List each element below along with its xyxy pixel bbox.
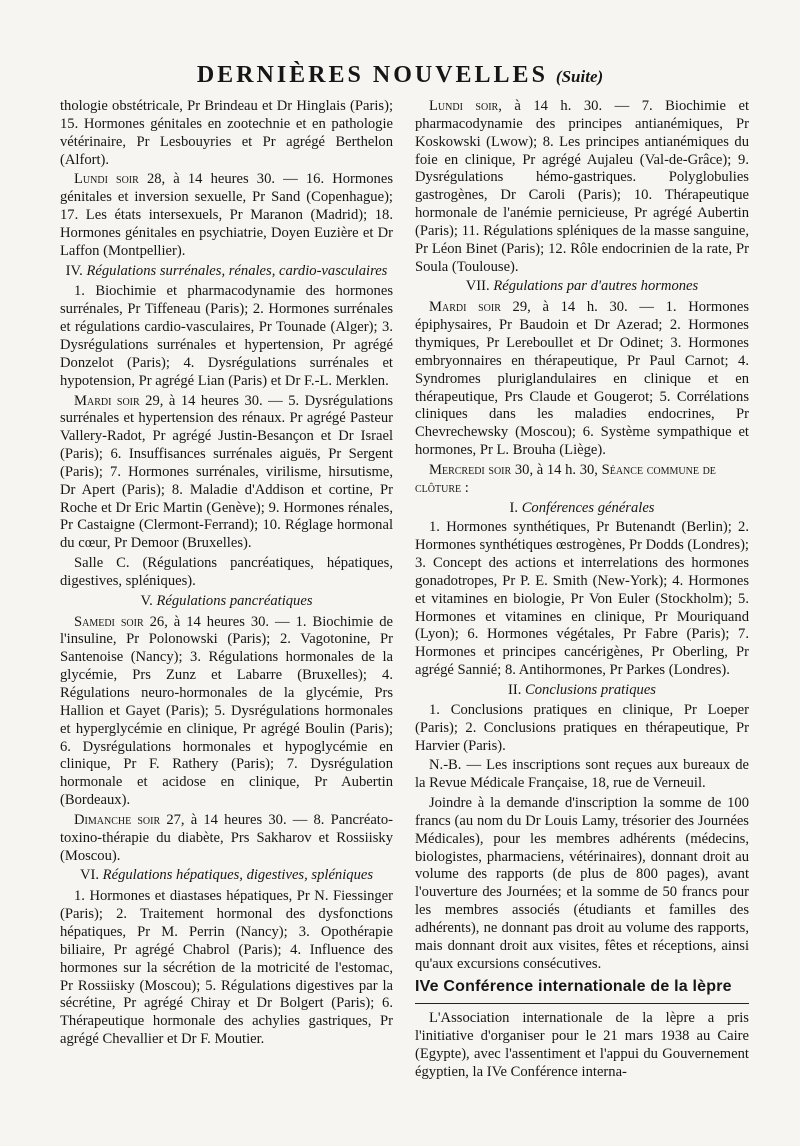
heading-number: IV.: [65, 262, 83, 279]
paragraph-text: , à 14 h. 30. — 7. Biochimie et pharmacodynamie des principes antianémiques, Pr Koskowski (Lwow); 8. Les principes antianémiques du foie en clinique, Pr agrégé Aujaleu (Val-de-Grâce); 9. Dysrégulations hémo-gastriques. Polyglobulies gastrogènes, Dr Caroli (Paris); 10. Thérapeutique hormonale de l'anémie pernicieuse, Pr agrégé Aubertin (Paris); 11. Régulations spléniques de la masse sanguine, Pr Léon Binet (Paris); 12. Rôle endocrinien de la rate, Pr Soula (Toulouse).: [415, 98, 749, 275]
paragraph: [60, 614, 393, 810]
paragraph: 1. Biochimie et pharmacodynamie des hormones surrénales, Pr Tiffeneau (Paris); 2. Hormones surrénales et régulations cardio-vasculaires, Pr Tounade (Alger); 3. Dysrégulations surrénales et hypertension, Pr agrégé Donzelot (Paris); 4. Dysrégulations surrénales et hypotension, Pr agrégé Lian (Paris) et Dr F.-L. Merklen.: [60, 283, 393, 389]
lead-in: Samedi soir: [74, 613, 144, 630]
paragraph: thologie obstétricale, Pr Brindeau et Dr Hinglais (Paris); 15. Hormones génitales en zootechnie et en pathologie vétérinaire, Pr Lesbouyries et Pr agrégé Berthelon (Alfort).: [60, 98, 393, 168]
paragraph-text: 26, à 14 heures 30. — 1. Biochimie de l'insuline, Pr Polonowski (Paris); 2. Vagotonine, Pr Santenoise (Nancy); 3. Régulations hormonales de la glycémie, Prs Zunz et Labarre (Bruxelles); 4. Régulations neuro-hormonales de la glycémie, Prs Hallion et Gayet (Paris); 5. Dysrégulations hormonales et hyperglycémie en clinique, Pr agrégé Boulin (Paris); 6. Dysrégulations hormonales et hypoglycémie en clinique, Pr F. Rathery (Paris); 7. Dysrégulation hormonale et acidose en clinique, Pr Aubertin (Bordeaux).: [60, 613, 394, 809]
section-heading: [415, 278, 749, 296]
paragraph: 1. Hormones et diastases hépatiques, Pr N. Fiessinger (Paris); 2. Traitement hormonal des dysfonctions hépatiques, Pr M. Perrin (Nancy); 3. Opothérapie biliaire, Pr agrégé Chabrol (Paris); 4. Influence des hormones sur la sécrétion de la motricité de l'estomac, Pr Rossiisky (Moscou); 5. Régulations digestives par la sécrétine, Pr agrégé Chiray et Dr Bolgert (Paris); 6. Thérapeutique hormonale des achylies gastriques, Pr agrégé Chevallier et Dr F. Moutier.: [60, 888, 393, 1048]
heading-text: Régulations pancréatiques: [156, 592, 313, 609]
heading-text: Régulations surrénales, rénales, cardio-vasculaires: [86, 262, 388, 279]
heading-text: Conclusions pratiques: [525, 682, 656, 698]
page-title-suite: (Suite): [555, 67, 604, 86]
section-heading: [415, 500, 749, 518]
heading-text: Conférences générales: [521, 499, 655, 516]
section-heading: [60, 593, 393, 611]
lead-in: Dimanche soir: [74, 811, 161, 828]
heading-text: Régulations par d'autres hormones: [493, 278, 699, 295]
paragraph: [60, 393, 393, 554]
heading-number: I.: [509, 499, 519, 516]
left-column: [60, 98, 393, 1051]
lead-in: Mardi soir: [74, 392, 140, 409]
divider: [415, 1003, 749, 1004]
lead-in: Lundi soir: [74, 171, 139, 188]
paragraph-text: 27, à 14 heures 30. — 8. Pancréato-toxino-thérapie du diabète, Prs Sakharov et Rossiisky (Moscou).: [60, 811, 394, 864]
paragraph: [415, 462, 749, 498]
paragraph: L'Association internationale de la lèpre a pris l'initiative d'organiser pour le 21 mars 1938 au Caire (Egypte), avec l'assentiment et l'appui du Gouvernement égyptien, la IVe Conférence interna-: [415, 1010, 749, 1080]
paragraph: N.-B. — Les inscriptions sont reçues aux bureaux de la Revue Médicale Française, 18, rue de Verneuil.: [415, 757, 749, 792]
paragraph: 1. Conclusions pratiques en clinique, Pr Loeper (Paris); 2. Conclusions pratiques en thérapeutique, Pr Harvier (Paris).: [415, 701, 749, 754]
section-heading: [415, 682, 749, 700]
heading-text: Régulations hépatiques, digestives, spléniques: [102, 867, 374, 884]
section-heading: [60, 263, 393, 281]
paragraph: [415, 98, 749, 276]
lead-in: Mercredi soir: [429, 461, 512, 478]
lead-in: Lundi soir: [429, 98, 499, 114]
paragraph-text: 29, à 14 h. 30. — 1. Hormones épiphysaires, Pr Baudoin et Dr Azerad; 2. Hormones thymiques, Pr Lereboullet et Dr Odinet; 3. Hormones embryonnaires en thérapeutique, Pr Paul Carnot; 4. Syndromes pluriglandulaires en clinique et en thérapeutique, Prs Claude et Gougerot; 5. Corrélations cliniques dans les maladies endocrines, Pr Chevrechewsky (Moscou); 6. Système sympathique et hormones, Pr L. Brouha (Liège).: [415, 299, 749, 459]
heading-number: VII.: [465, 278, 490, 295]
paragraph: [415, 299, 749, 460]
page-header: [0, 62, 800, 89]
paragraph: [60, 812, 393, 866]
section-heading: [60, 867, 393, 885]
page-title: DERNIÈRES NOUVELLES: [196, 62, 548, 88]
heading-number: VI.: [79, 867, 100, 884]
heading-number: V.: [140, 592, 153, 609]
paragraph: Joindre à la demande d'inscription la somme de 100 francs (au nom du Dr Louis Lamy, trésorier des Journées Médicales), pour les membres adhérents (médecins, biologistes, pharmaciens, vétérinaires), donnant droit au volume des rapports (de plus de 800 pages), avant l'ouverture des Journées; et la somme de 50 francs pour les membres associés (étudiants et familles des adhérents), ne donnant pas droit au volume des rapports, mais donnant droit aux visites, fêtes et réceptions, ainsi qu'aux excursions consécutives.: [415, 795, 749, 972]
session-label: Séance commune de clôture :: [415, 461, 716, 496]
lead-in: Mardi soir: [429, 299, 501, 316]
paragraph: Salle C. (Régulations pancréatiques, hépatiques, digestives, spléniques).: [60, 555, 393, 589]
paragraph-text: 28, à 14 heures 30. — 16. Hormones génitales et inversion sexuelle, Pr Sand (Copenhague); 17. Les états intersexuels, Pr Maranon (Madrid); 18. Hormones génitales en psychiatrie, Doyen Euzière et Dr Laffon (Montpellier).: [60, 171, 393, 259]
paragraph: [60, 171, 393, 260]
right-column: [415, 98, 749, 1084]
article-title: IVe Conférence internationale de la lèpre: [415, 977, 732, 995]
paragraph-text: 30, à 14 h. 30,: [514, 461, 598, 478]
heading-number: II.: [508, 682, 522, 698]
paragraph-text: 29, à 14 heures 30. — 5. Dysrégulations surrénales et hypertension des rénaux. Pr agrégé Pasteur Vallery-Radot, Pr agrégé Justin-Besançon et Dr Israel (Paris); 6. Insuffisances surrénales aiguës, Pr Sergent (Paris); 7. Hormones surrénales, virilisme, hirsutisme, Dr Apert (Paris); 8. Maladie d'Addison et cortine, Pr Roche et Dr Eric Martin (Genève); 9. Hormones rénales, Pr Castaigne (Clermont-Ferrand); 10. Réglage hormonal du cœur, Pr Demoor (Bruxelles).: [60, 392, 394, 552]
paragraph: 1. Hormones synthétiques, Pr Butenandt (Berlin); 2. Hormones synthétiques œstrogènes, Pr Dodds (Londres); 3. Concept des actions et interrelations des hormones gonadotropes, Pr P. E. Smith (New-York); 4. Hormones et vitamines en biologie, Pr Von Euler (Stockholm); 5. Hormones et vitamines en clinique, Pr Mouriquand (Lyon); 6. Hormones végétales, Pr Fabre (Paris); 7. Hormones et principes cancérigènes, Pr Oberling, Pr agrégé Sannié; 8. Antihormones, Pr Parkes (Londres).: [415, 519, 749, 679]
